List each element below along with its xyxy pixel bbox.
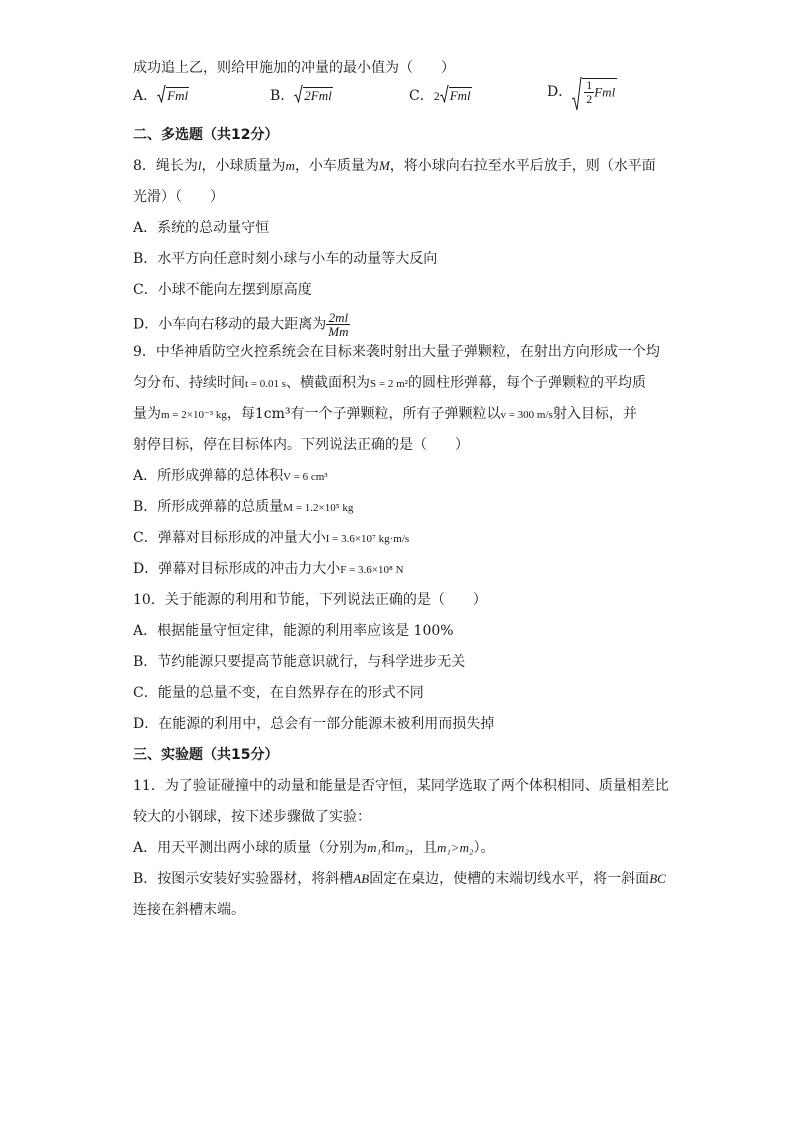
math-expr: m = 2×10⁻³ kg (161, 409, 227, 421)
section-title-experiment: 三、实验题（共15分） (133, 747, 279, 763)
fraction-denominator: 2 (586, 92, 593, 106)
option-expr: 2Fml (304, 88, 332, 103)
var: AB (353, 871, 370, 886)
q9-option-a (133, 466, 673, 486)
var: m (285, 158, 295, 173)
text: ，小球质量为 (201, 158, 286, 174)
text: 的圆柱形弹幕，每个子弹颗粒的平均质 (407, 375, 646, 391)
fraction-denominator: Mm (328, 324, 349, 339)
text: D．小车向右移动的最大距离为 (133, 316, 327, 333)
fraction (326, 311, 350, 338)
var: l (197, 158, 202, 173)
option-expr: Fml (449, 88, 471, 103)
q8-option-a: A．系统的总动量守恒 (133, 220, 270, 236)
math-expr: V = 6 cm³ (283, 471, 328, 483)
text: B．所形成弹幕的总质量 (133, 499, 284, 515)
option-coef: 2 (433, 89, 440, 103)
q9-stem-line4: 射停目标，停在目标体内。下列说法正确的是（ ） (133, 437, 469, 453)
text: D．弹幕对目标形成的冲击力大小 (133, 561, 341, 577)
text: ，将小球向右拉至水平后放手，则（水平面 (389, 158, 656, 174)
math-expr: M = 1.2×10⁵ kg (283, 502, 354, 514)
q11-step-b-line1 (133, 869, 673, 889)
q10-option-a: A．根据能量守恒定律，能源的利用率应该是 100% (133, 623, 454, 639)
q8-stem-line1 (133, 156, 673, 176)
text: C．弹幕对目标形成的冲量大小 (133, 530, 326, 546)
text: A．用天平测出两小球的质量（分别为 (133, 840, 368, 856)
q10-option-c: C．能量的总量不变，在自然界存在的形式不同 (133, 685, 424, 701)
q7-option-d (547, 78, 617, 106)
sqrt-symbol (572, 78, 617, 106)
text: 固定在桌边，使槽的末端切线水平，将一斜面 (369, 871, 650, 887)
text: 匀分布、持续时间 (133, 375, 245, 391)
text: ，且 (408, 840, 437, 856)
text: 和 (381, 840, 396, 856)
text: 8．绳长为 (133, 158, 198, 174)
q8-option-d (133, 310, 673, 339)
q9-stem-line2 (133, 373, 673, 393)
q10-option-b: B．节约能源只要提高节能意识就行，与科学进步无关 (133, 654, 466, 670)
q8-option-c: C．小球不能向左摆到原高度 (133, 282, 312, 298)
text: 、横截面积为 (286, 375, 371, 391)
var: m₁ (367, 840, 382, 855)
fraction-numerator: 2ml (326, 311, 350, 325)
exam-page (133, 58, 673, 920)
sqrt-symbol (440, 86, 472, 106)
q9-option-d (133, 559, 673, 579)
text: B．按图示安装好实验器材，将斜槽 (133, 871, 354, 887)
sqrt-symbol (157, 86, 189, 106)
q9-option-b (133, 497, 673, 517)
text: ）。 (473, 840, 495, 856)
math-expr: t = 0.01 s (245, 378, 287, 390)
var: BC (649, 871, 666, 886)
option-letter: D． (547, 84, 573, 100)
q7-option-b (270, 86, 333, 106)
option-expr: Fml (594, 84, 616, 100)
math-expr: I = 3.6×10⁷ kg·m/s (325, 533, 410, 545)
q11-stem-line2: 较大的小钢球，按下述步骤做了实验： (133, 809, 371, 825)
text: 射入目标，并 (552, 406, 637, 422)
q9-stem-line3 (133, 404, 673, 424)
text: ，每1cm³有一个子弹颗粒，所有子弹颗粒以 (226, 406, 501, 422)
text: 量为 (133, 406, 161, 422)
option-letter: C． (409, 88, 434, 104)
q9-stem-line1: 9．中华神盾防空火控系统会在目标来袭时射出大量子弹颗粒，在射出方向形成一个均 (133, 344, 660, 360)
option-letter: B． (270, 88, 295, 104)
var: m₁>m₂ (436, 840, 474, 855)
q8-stem-line2: 光滑）（ ） (133, 189, 224, 205)
q7-option-a (133, 86, 189, 106)
q10-stem: 10．关于能源的利用和节能，下列说法正确的是（ ） (133, 592, 487, 608)
q8-option-b: B．水平方向任意时刻小球与小车的动量等大反向 (133, 251, 438, 267)
fraction-numerator: 1 (586, 78, 593, 92)
math-expr: S = 2 m² (370, 378, 408, 390)
math-expr: v = 300 m/s (500, 409, 553, 421)
q7-option-c (409, 86, 472, 106)
q10-option-d: D．在能源的利用中，总会有一部分能源未被利用而损失掉 (133, 716, 495, 732)
var: M (378, 158, 390, 173)
text: A．所形成弹幕的总体积 (133, 468, 284, 484)
q11-step-a (133, 838, 673, 858)
fraction (584, 79, 594, 106)
q11-step-b-line2: 连接在斜槽末端。 (133, 902, 245, 918)
option-letter: A． (133, 88, 158, 104)
q9-option-c (133, 528, 673, 548)
text: ，小车质量为 (294, 158, 379, 174)
section-title-multiple-choice: 二、多选题（共12分） (133, 127, 279, 143)
math-expr: F = 3.6×10⁸ N (340, 564, 404, 576)
q7-stem-tail: 成功追上乙，则给甲施加的冲量的最小值为（ ） (133, 60, 455, 76)
q11-stem-line1: 11．为了验证碰撞中的动量和能量是否守恒，某同学选取了两个体积相同、质量相差比 (133, 778, 669, 794)
var: m₂ (395, 840, 409, 855)
sqrt-symbol (294, 86, 332, 106)
option-expr: Fml (167, 88, 189, 103)
q7-options (133, 78, 673, 114)
